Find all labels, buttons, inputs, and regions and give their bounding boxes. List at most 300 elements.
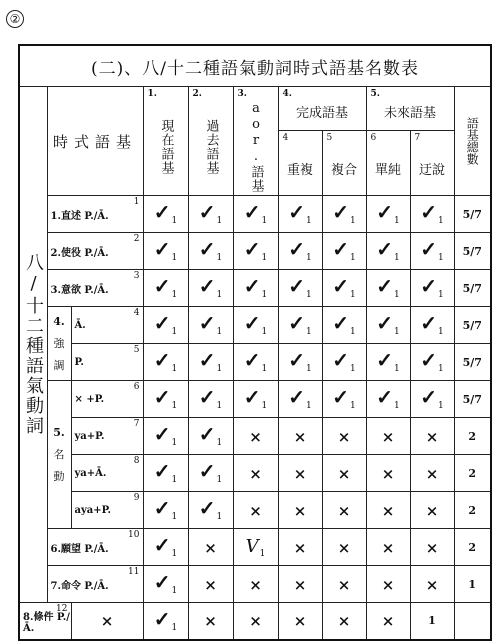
row-sum: 1 bbox=[454, 566, 491, 603]
check-mark bbox=[188, 307, 233, 344]
check-mark bbox=[278, 196, 322, 233]
check-mark bbox=[143, 529, 188, 566]
check-icon: $✓_1$ bbox=[376, 237, 400, 263]
row-sum: 5/7 bbox=[454, 270, 491, 307]
check-mark bbox=[410, 344, 454, 381]
check-mark bbox=[143, 344, 188, 381]
row-number: 10 bbox=[128, 530, 140, 540]
check-mark bbox=[278, 307, 322, 344]
col-header-1 bbox=[143, 87, 188, 196]
cross-mark bbox=[278, 603, 322, 640]
table-row bbox=[19, 381, 491, 418]
table-title: (二)、八/十二種語氣動詞時式語基名數表 bbox=[19, 45, 491, 87]
mark-sub: 1 bbox=[171, 512, 178, 522]
col-label: 現在語基 bbox=[158, 119, 174, 175]
sub-num: 5 bbox=[326, 133, 333, 144]
mark-sub: 1 bbox=[171, 364, 178, 374]
table-row bbox=[19, 233, 491, 270]
cross-mark bbox=[233, 566, 278, 603]
col-header-3 bbox=[233, 87, 278, 196]
check-mark bbox=[143, 270, 188, 307]
cross-icon: × bbox=[293, 464, 307, 483]
check-icon: $✓_1$ bbox=[243, 385, 268, 411]
row-number: 12 bbox=[56, 604, 68, 614]
check-icon: $✓_1$ bbox=[243, 200, 268, 226]
check-icon: $✓_1$ bbox=[288, 200, 312, 226]
mark-sub: 1 bbox=[394, 401, 400, 411]
group5-header bbox=[366, 87, 454, 131]
sum-header bbox=[454, 87, 491, 196]
row-label-text: 3.意欲 P./Ā. bbox=[50, 284, 109, 296]
mark-sub: 1 bbox=[306, 253, 312, 263]
row-label bbox=[71, 418, 143, 455]
side-title-cell bbox=[19, 87, 47, 603]
mark-sub: 1 bbox=[171, 401, 178, 411]
cross-mark bbox=[410, 455, 454, 492]
cross-mark bbox=[278, 492, 322, 529]
cross-mark bbox=[410, 418, 454, 455]
sub-num: 4 bbox=[282, 133, 289, 144]
col-label: aor.語基 bbox=[248, 101, 264, 193]
mark-sub: 1 bbox=[216, 364, 223, 374]
mark-sub: 1 bbox=[394, 216, 400, 226]
table-row bbox=[19, 529, 491, 566]
row-label bbox=[71, 344, 143, 381]
check-mark bbox=[188, 270, 233, 307]
check-icon: $✓_1$ bbox=[288, 311, 312, 337]
row-label bbox=[47, 196, 143, 233]
check-icon: $✓_1$ bbox=[420, 200, 444, 226]
mark-sub: 1 bbox=[261, 327, 268, 337]
check-mark bbox=[233, 344, 278, 381]
cross-icon: × bbox=[293, 501, 307, 520]
check-icon: $✓_1$ bbox=[332, 348, 356, 374]
cross-icon: × bbox=[337, 575, 351, 594]
cross-icon: × bbox=[293, 538, 307, 557]
check-mark bbox=[188, 196, 233, 233]
mark-sub: 1 bbox=[216, 475, 223, 485]
check-icon: $✓_1$ bbox=[376, 200, 400, 226]
mark-sub: 1 bbox=[438, 327, 444, 337]
mark-sub: 1 bbox=[394, 364, 400, 374]
check-icon: $✓_1$ bbox=[420, 237, 444, 263]
cross-mark bbox=[366, 603, 410, 640]
cross-icon: × bbox=[425, 538, 439, 557]
mark-sub: 1 bbox=[261, 253, 268, 263]
check-mark bbox=[322, 233, 366, 270]
check-mark bbox=[233, 233, 278, 270]
cross-mark bbox=[322, 603, 366, 640]
row-label-text: 6.願望 P./Ā. bbox=[50, 543, 109, 555]
check-icon: $✓_1$ bbox=[332, 385, 356, 411]
check-icon: $✓_1$ bbox=[153, 385, 178, 411]
mark-sub: 1 bbox=[171, 327, 178, 337]
row-label-text: ya+Ā. bbox=[74, 467, 107, 479]
check-mark bbox=[410, 270, 454, 307]
check-icon: $✓_1$ bbox=[153, 237, 178, 263]
row-number: 7 bbox=[133, 419, 140, 429]
sub-header bbox=[366, 131, 410, 196]
sub-header bbox=[322, 131, 366, 196]
mark-sub: 1 bbox=[171, 253, 178, 263]
check-icon: $✓_1$ bbox=[198, 311, 223, 337]
check-icon: $✓_1$ bbox=[198, 348, 223, 374]
cross-icon: × bbox=[100, 612, 114, 631]
mark-sub: 1 bbox=[216, 253, 223, 263]
mark-sub: 1 bbox=[306, 401, 312, 411]
check-icon: $✓_1$ bbox=[198, 459, 223, 485]
row-label-text: 8.條件 P./Ā. bbox=[23, 611, 70, 634]
row-label-text: 2.使役 P./Ā. bbox=[50, 247, 109, 259]
mark-sub: 1 bbox=[216, 290, 223, 300]
mark-sub: 1 bbox=[438, 216, 444, 226]
mark-sub: 1 bbox=[216, 438, 223, 448]
col-label: 過去語基 bbox=[203, 119, 219, 175]
cross-mark bbox=[188, 529, 233, 566]
check-icon: $✓_1$ bbox=[153, 200, 178, 226]
cross-mark bbox=[410, 566, 454, 603]
sub-num: 6 bbox=[370, 133, 377, 144]
cross-icon: × bbox=[381, 538, 395, 557]
mark-sub: 1 bbox=[171, 549, 178, 559]
check-icon: $✓_1$ bbox=[198, 200, 223, 226]
check-icon: $✓_1$ bbox=[332, 274, 356, 300]
row-label bbox=[47, 566, 143, 603]
row-sum: 5/7 bbox=[454, 307, 491, 344]
sub-label: 單純 bbox=[374, 162, 401, 178]
mark-sub: 1 bbox=[438, 364, 444, 374]
check-mark bbox=[188, 344, 233, 381]
check-icon: $✓_1$ bbox=[376, 385, 400, 411]
mark-sub: 1 bbox=[171, 438, 178, 448]
cross-mark bbox=[278, 529, 322, 566]
mark-sub: 1 bbox=[350, 327, 356, 337]
mark-sub: 1 bbox=[394, 253, 400, 263]
tense-header: 時式語基 bbox=[47, 87, 143, 196]
cross-mark bbox=[188, 603, 233, 640]
mark-sub: 1 bbox=[438, 290, 444, 300]
row-sum: 5/7 bbox=[454, 344, 491, 381]
mark-sub: 1 bbox=[306, 290, 312, 300]
mark-sub: 1 bbox=[216, 216, 223, 226]
check-mark bbox=[410, 196, 454, 233]
row-number: 5 bbox=[133, 345, 140, 355]
check-icon: $✓_1$ bbox=[153, 311, 178, 337]
table-row bbox=[19, 455, 491, 492]
check-mark bbox=[366, 381, 410, 418]
sub-num: 7 bbox=[414, 133, 421, 144]
mark-sub: 1 bbox=[394, 327, 400, 337]
cross-icon: × bbox=[425, 501, 439, 520]
check-icon: $✓_1$ bbox=[153, 606, 178, 633]
table-row bbox=[19, 603, 491, 640]
check-icon: $✓_1$ bbox=[332, 200, 356, 226]
col-num: 2. bbox=[192, 89, 202, 99]
check-mark bbox=[143, 307, 188, 344]
table-row bbox=[19, 307, 491, 344]
check-icon: $✓_1$ bbox=[198, 237, 223, 263]
mark-sub: 1 bbox=[350, 253, 356, 263]
row-label bbox=[71, 455, 143, 492]
mark-sub: 1 bbox=[261, 401, 268, 411]
check-icon: $✓_1$ bbox=[153, 496, 178, 522]
cross-icon: × bbox=[204, 612, 217, 631]
cross-icon: × bbox=[381, 501, 395, 520]
row-sum: 5/7 bbox=[454, 196, 491, 233]
check-icon: $✓_1$ bbox=[376, 348, 400, 374]
check-mark bbox=[366, 307, 410, 344]
cross-icon: × bbox=[381, 575, 395, 594]
check-icon: $✓_1$ bbox=[420, 348, 444, 374]
v-mark bbox=[233, 529, 278, 566]
table-row bbox=[19, 344, 491, 381]
check-icon: $✓_1$ bbox=[420, 385, 444, 411]
row-label bbox=[47, 529, 143, 566]
cross-mark bbox=[366, 455, 410, 492]
col-num: 1. bbox=[147, 89, 157, 99]
check-icon: $✓_1$ bbox=[376, 311, 400, 337]
table-row bbox=[19, 418, 491, 455]
check-mark bbox=[233, 196, 278, 233]
cross-icon: × bbox=[425, 464, 439, 483]
cross-icon: × bbox=[337, 538, 351, 557]
row-number: 1 bbox=[133, 197, 140, 207]
check-mark bbox=[143, 492, 188, 529]
mark-sub: 1 bbox=[261, 290, 268, 300]
row-label bbox=[19, 603, 71, 640]
cross-mark bbox=[322, 455, 366, 492]
mark-sub: 1 bbox=[261, 216, 268, 226]
check-mark bbox=[143, 381, 188, 418]
cross-icon: × bbox=[381, 464, 395, 483]
mark-sub: 1 bbox=[350, 401, 356, 411]
group-label: 未來語基 bbox=[383, 106, 436, 122]
check-mark bbox=[322, 196, 366, 233]
row-sum: 2 bbox=[454, 418, 491, 455]
check-mark bbox=[143, 566, 188, 603]
check-mark bbox=[233, 381, 278, 418]
row-label-text: P. bbox=[74, 356, 84, 368]
side-title: 八/十二種語氣動詞 bbox=[23, 253, 44, 436]
mark-sub: 1 bbox=[350, 216, 356, 226]
check-icon: $✓_1$ bbox=[243, 311, 268, 337]
mark-sub: 1 bbox=[306, 216, 312, 226]
cross-icon: × bbox=[249, 501, 262, 520]
row-sum: 1 bbox=[410, 603, 454, 640]
check-mark bbox=[366, 344, 410, 381]
cross-icon: × bbox=[204, 538, 217, 557]
check-icon: $✓_1$ bbox=[332, 237, 356, 263]
group-5-label: 5. 名 動 bbox=[47, 381, 71, 529]
mark-sub: 1 bbox=[261, 364, 268, 374]
row-sum: 5/7 bbox=[454, 381, 491, 418]
check-icon: $✓_1$ bbox=[288, 274, 312, 300]
cross-icon: × bbox=[204, 575, 217, 594]
col-header-2 bbox=[188, 87, 233, 196]
check-icon: $✓_1$ bbox=[243, 237, 268, 263]
check-icon: $✓_1$ bbox=[420, 311, 444, 337]
check-mark bbox=[278, 270, 322, 307]
sub-header bbox=[410, 131, 454, 196]
check-icon: $✓_1$ bbox=[153, 348, 178, 374]
cross-mark bbox=[366, 418, 410, 455]
row-sum: 2 bbox=[454, 529, 491, 566]
cross-icon: × bbox=[425, 427, 439, 446]
col-num: 4. bbox=[282, 89, 292, 99]
check-icon: $✓_1$ bbox=[376, 274, 400, 300]
cross-mark bbox=[366, 529, 410, 566]
check-mark bbox=[188, 418, 233, 455]
check-mark bbox=[143, 455, 188, 492]
cross-icon: × bbox=[293, 612, 307, 631]
sub-label: 重複 bbox=[286, 162, 313, 178]
check-icon: $✓_1$ bbox=[153, 459, 178, 485]
check-icon: $✓_1$ bbox=[198, 385, 223, 411]
table-row bbox=[19, 270, 491, 307]
row-label bbox=[71, 307, 143, 344]
check-icon: $✓_1$ bbox=[243, 348, 268, 374]
mark-sub: 1 bbox=[171, 290, 178, 300]
check-mark bbox=[278, 381, 322, 418]
row-sum: 2 bbox=[454, 455, 491, 492]
check-icon: $✓_1$ bbox=[153, 533, 178, 559]
check-icon: $✓_1$ bbox=[198, 422, 223, 448]
group4-header bbox=[278, 87, 366, 131]
check-mark bbox=[233, 270, 278, 307]
row-label bbox=[47, 270, 143, 307]
col-num: 3. bbox=[237, 89, 247, 99]
cross-icon: × bbox=[249, 575, 262, 594]
cross-icon: × bbox=[337, 501, 351, 520]
check-icon: $✓_1$ bbox=[332, 311, 356, 337]
sub-label: 迂說 bbox=[418, 162, 445, 178]
check-mark bbox=[143, 418, 188, 455]
check-mark bbox=[278, 344, 322, 381]
check-icon: $✓_1$ bbox=[153, 274, 178, 300]
cross-icon: × bbox=[381, 427, 395, 446]
cross-icon: × bbox=[249, 612, 262, 631]
table-row bbox=[19, 566, 491, 603]
cross-mark bbox=[322, 418, 366, 455]
mark-sub: 1 bbox=[394, 290, 400, 300]
row-label-text: 7.命令 P./Ā. bbox=[50, 580, 109, 592]
cross-mark bbox=[410, 492, 454, 529]
cross-mark bbox=[233, 455, 278, 492]
cross-mark bbox=[233, 492, 278, 529]
check-mark bbox=[188, 381, 233, 418]
row-label-text: × +P. bbox=[74, 393, 105, 405]
check-icon: $✓_1$ bbox=[288, 237, 312, 263]
check-mark bbox=[143, 603, 188, 640]
check-mark bbox=[322, 270, 366, 307]
row-label bbox=[71, 381, 143, 418]
row-number: 3 bbox=[133, 271, 140, 281]
row-label bbox=[47, 233, 143, 270]
cross-mark bbox=[322, 492, 366, 529]
row-number: 9 bbox=[133, 493, 140, 503]
mark-sub: 1 bbox=[306, 364, 312, 374]
row-number: 11 bbox=[128, 567, 140, 577]
mark-sub: 1 bbox=[216, 327, 223, 337]
check-mark bbox=[278, 233, 322, 270]
mark-sub: 1 bbox=[216, 401, 223, 411]
row-label-text: aya+P. bbox=[74, 504, 111, 516]
check-icon: $✓_1$ bbox=[288, 385, 312, 411]
sub-header bbox=[278, 131, 322, 196]
mark-sub: 1 bbox=[350, 364, 356, 374]
cross-mark bbox=[233, 603, 278, 640]
check-icon: $✓_1$ bbox=[288, 348, 312, 374]
row-label bbox=[71, 492, 143, 529]
cross-mark bbox=[278, 566, 322, 603]
check-mark bbox=[410, 233, 454, 270]
mark-sub: 1 bbox=[438, 401, 444, 411]
row-sum: 2 bbox=[454, 492, 491, 529]
row-label-text: ya+P. bbox=[74, 430, 105, 442]
cross-mark bbox=[233, 418, 278, 455]
check-mark bbox=[143, 233, 188, 270]
cross-icon: × bbox=[337, 464, 351, 483]
cross-mark bbox=[322, 529, 366, 566]
v-icon: $V_1$ bbox=[245, 536, 266, 559]
check-mark bbox=[188, 233, 233, 270]
mark-sub: 1 bbox=[259, 549, 266, 559]
table-row bbox=[19, 492, 491, 529]
mark-sub: 1 bbox=[171, 475, 178, 485]
cross-mark bbox=[366, 566, 410, 603]
row-number: 4 bbox=[133, 308, 140, 318]
check-mark bbox=[366, 233, 410, 270]
tense-base-table bbox=[18, 44, 492, 641]
row-sum: 5/7 bbox=[454, 233, 491, 270]
sub-label: 複合 bbox=[330, 162, 357, 178]
table-row bbox=[19, 196, 491, 233]
cross-icon: × bbox=[249, 427, 262, 446]
check-mark bbox=[188, 492, 233, 529]
cross-mark bbox=[410, 529, 454, 566]
cross-icon: × bbox=[293, 575, 307, 594]
check-icon: $✓_1$ bbox=[153, 422, 178, 448]
cross-icon: × bbox=[337, 427, 351, 446]
check-icon: $✓_1$ bbox=[420, 274, 444, 300]
row-number: 2 bbox=[133, 234, 140, 244]
mark-sub: 1 bbox=[171, 586, 178, 596]
cross-mark bbox=[322, 566, 366, 603]
cross-mark bbox=[278, 418, 322, 455]
cross-icon: × bbox=[381, 612, 395, 631]
mark-sub: 1 bbox=[216, 512, 223, 522]
cross-mark bbox=[188, 566, 233, 603]
cross-mark bbox=[278, 455, 322, 492]
mark-sub: 1 bbox=[171, 216, 178, 226]
sum-header-label: 語基總數 bbox=[465, 117, 480, 165]
cross-mark bbox=[366, 492, 410, 529]
check-mark bbox=[143, 196, 188, 233]
check-mark bbox=[410, 381, 454, 418]
cross-icon: × bbox=[425, 575, 439, 594]
mark-sub: 1 bbox=[171, 622, 178, 633]
check-mark bbox=[366, 196, 410, 233]
check-mark bbox=[410, 307, 454, 344]
cross-icon: × bbox=[337, 612, 351, 631]
group-4-label: 4. 強 調 bbox=[47, 307, 71, 381]
check-icon: $✓_1$ bbox=[198, 274, 223, 300]
check-icon: $✓_1$ bbox=[243, 274, 268, 300]
check-icon: $✓_1$ bbox=[198, 496, 223, 522]
check-mark bbox=[188, 455, 233, 492]
mark-sub: 1 bbox=[438, 253, 444, 263]
group-label: 完成語基 bbox=[295, 106, 348, 122]
